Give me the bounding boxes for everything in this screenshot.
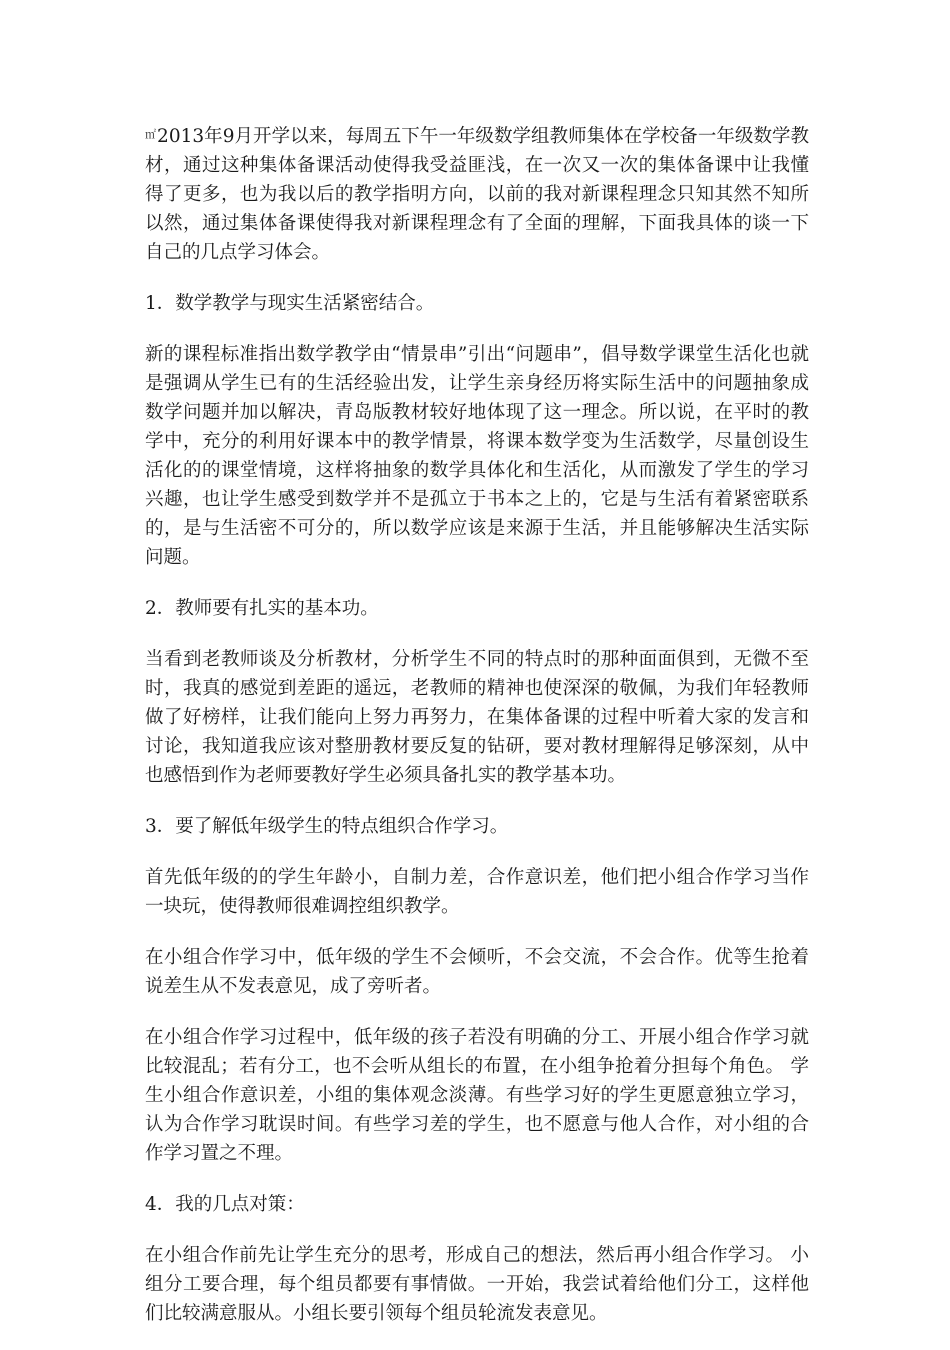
document-body <box>145 120 809 1350</box>
section-paragraph-1: 新的课程标准指出数学教学由“情景串”引出“问题串”，倡导数学课堂生活化也就是强调从学生已有的生活经验出发，让学生亲身经历将实际生活中的问题抽象成数学问题并加以解决，青岛版教材较好地体现了这一理念。所以说，在平时的教学中，充分的利用好课本中的教学情景，将课本数学变为生活数学，尽量创设生活化的的课堂情境，这样将抽象的数学具体化和生活化，从而激发了学生的学习兴趣，也让学生感受到数学并不是孤立于书本之上的，它是与生活有着紧密联系的，是与生活密不可分的，所以数学应该是来源于生活，并且能够解决生活实际问题。 <box>145 344 809 568</box>
section-heading-4: 4．我的几点对策： <box>145 1194 305 1215</box>
section-heading-2: 2．教师要有扎实的基本功。 <box>145 598 379 619</box>
section-paragraph-2: 当看到老教师谈及分析教材，分析学生不同的特点时的那种面面俱到，无微不至时，我真的感觉到差距的遥远，老教师的精神也使深深的敬佩，为我们年轻教师做了好榜样，让我们能向上努力再努力，在集体备课的过程中听着大家的发言和讨论，我知道我应该对整册教材要反复的钻研，要对教材理解得足够深刻，从中也感悟到作为老师要教好学生必须具备扎实的教学基本功。 <box>145 649 809 786</box>
intro-text: 2013年9月开学以来，每周五下午一年级数学组教师集体在学校备一年级数学教材，通过这种集体备课活动使得我受益匪浅，在一次又一次的集体备课中让我懂得了更多，也为我以后的教学指明方向，以前的我对新课程理念只知其然不知所以然，通过集体备课使得我对新课程理念有了全面的理解，下面我具体的谈一下自己的几点学习体会。 <box>145 126 810 263</box>
section-heading-1: 1．数学教学与现实生活紧密结合。 <box>145 293 435 314</box>
section-paragraph-3b: 在小组合作学习中，低年级的学生不会倾听，不会交流，不会合作。优等生抢着说差生从不发表意见，成了旁听者。 <box>145 947 809 997</box>
lead-glyph: ㎡ <box>145 128 157 141</box>
section-paragraph-3a: 首先低年级的的学生年龄小，自制力差，合作意识差，他们把小组合作学习当作一块玩，使得教师很难调控组织教学。 <box>145 867 809 917</box>
section-paragraph-4: 在小组合作前先让学生充分的思考，形成自己的想法，然后再小组合作学习。 小组分工要合理，每个组员都要有事情做。一开始，我尝试着给他们分工，这样他们比较满意服从。小组长要引领每个组员轮流发表意见。 <box>145 1245 809 1324</box>
section-heading-3: 3．要了解低年级学生的特点组织合作学习。 <box>145 816 509 837</box>
section-paragraph-3c: 在小组合作学习过程中，低年级的孩子若没有明确的分工、开展小组合作学习就比较混乱；若有分工，也不会听从组长的布置，在小组争抢着分担每个角色。 学生小组合作意识差，小组的集体观念淡薄。有些学习好的学生更愿意独立学习，认为合作学习耽误时间。有些学习差的学生，也不愿意与他人合作，对小组的合作学习置之不理。 <box>145 1027 809 1164</box>
intro-paragraph <box>145 120 809 267</box>
